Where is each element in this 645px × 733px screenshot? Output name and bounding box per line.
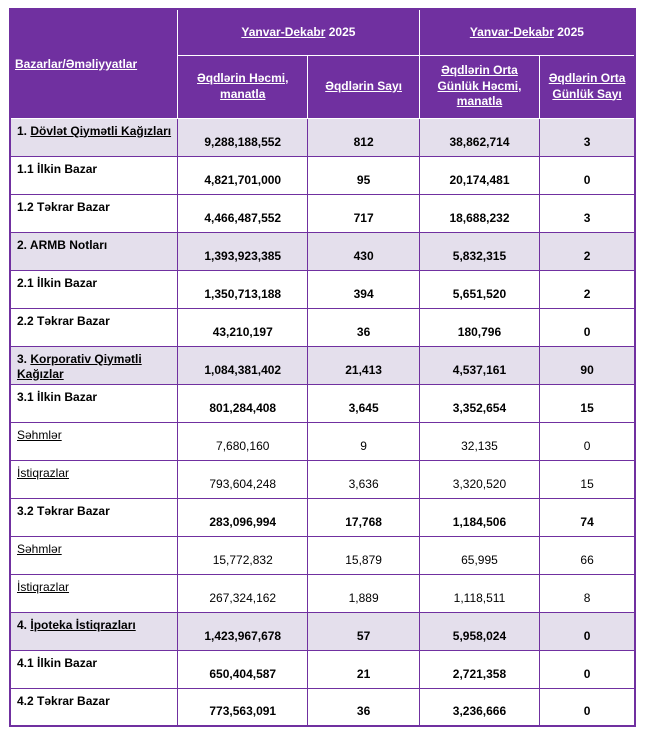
cell-value: 1,423,967,678	[178, 612, 308, 650]
row-label	[10, 422, 178, 460]
row-number: 1.	[17, 123, 28, 138]
corner-header	[10, 9, 178, 118]
cell-value: 0	[540, 422, 635, 460]
row-label	[10, 346, 178, 384]
cell-value: 90	[540, 346, 635, 384]
table-header	[10, 9, 635, 118]
row-label	[10, 650, 178, 688]
cell-value: 15,879	[308, 536, 419, 574]
row-label	[10, 308, 178, 346]
cell-value: 0	[540, 612, 635, 650]
col-header-avg-daily-count	[540, 55, 635, 118]
row-label	[10, 270, 178, 308]
cell-value: 20,174,481	[419, 156, 539, 194]
cell-value: 15	[540, 460, 635, 498]
cell-value: 812	[308, 118, 419, 156]
row-label	[10, 232, 178, 270]
header-group-row	[10, 9, 635, 55]
row-number: 1.2	[17, 199, 34, 214]
row-name: İstiqrazlar	[17, 579, 70, 594]
cell-value: 9,288,188,552	[178, 118, 308, 156]
cell-value: 32,135	[419, 422, 539, 460]
cell-value: 4,466,487,552	[178, 194, 308, 232]
corner-header-label: Bazarlar/Əməliyyatlar	[15, 56, 138, 71]
cell-value: 2,721,358	[419, 650, 539, 688]
cell-value: 65,995	[419, 536, 539, 574]
row-label	[10, 384, 178, 422]
table-row	[10, 460, 635, 498]
col-header-deal-volume	[178, 55, 308, 118]
row-name: Təkrar Bazar	[37, 199, 110, 214]
table-row	[10, 156, 635, 194]
cell-value: 15,772,832	[178, 536, 308, 574]
table-row	[10, 270, 635, 308]
row-number: 4.	[17, 617, 28, 632]
cell-value: 18,688,232	[419, 194, 539, 232]
cell-value: 43,210,197	[178, 308, 308, 346]
cell-value: 180,796	[419, 308, 539, 346]
table-row	[10, 384, 635, 422]
cell-value: 0	[540, 650, 635, 688]
cell-value: 57	[308, 612, 419, 650]
cell-value: 801,284,408	[178, 384, 308, 422]
row-name: İpoteka İstiqrazları	[30, 617, 136, 632]
row-number: 4.2	[17, 693, 34, 708]
table-row	[10, 574, 635, 612]
cell-value: 793,604,248	[178, 460, 308, 498]
row-number: 4.1	[17, 655, 34, 670]
row-name: İlkin Bazar	[37, 389, 98, 404]
table-row	[10, 422, 635, 460]
cell-value: 5,832,315	[419, 232, 539, 270]
row-label	[10, 118, 178, 156]
cell-value: 4,537,161	[419, 346, 539, 384]
row-label	[10, 612, 178, 650]
cell-value: 394	[308, 270, 419, 308]
cell-value: 38,862,714	[419, 118, 539, 156]
row-number: 2.2	[17, 313, 34, 328]
cell-value: 650,404,587	[178, 650, 308, 688]
cell-value: 717	[308, 194, 419, 232]
row-name: ARMB Notları	[29, 237, 108, 252]
cell-value: 3	[540, 118, 635, 156]
cell-value: 66	[540, 536, 635, 574]
row-name: Səhmlər	[17, 541, 62, 556]
cell-value: 17,768	[308, 498, 419, 536]
column-group-period-1	[178, 9, 420, 55]
cell-value: 773,563,091	[178, 688, 308, 726]
period-label: Yanvar-Dekabr	[241, 25, 326, 40]
cell-value: 1,350,713,188	[178, 270, 308, 308]
period-year: 2025	[328, 25, 356, 40]
cell-value: 430	[308, 232, 419, 270]
col-header-avg-daily-volume	[419, 55, 539, 118]
cell-value: 0	[540, 156, 635, 194]
table-row	[10, 308, 635, 346]
cell-value: 9	[308, 422, 419, 460]
row-name: İlkin Bazar	[37, 275, 98, 290]
cell-value: 267,324,162	[178, 574, 308, 612]
table-row	[10, 346, 635, 384]
cell-value: 5,958,024	[419, 612, 539, 650]
cell-value: 2	[540, 270, 635, 308]
period-year: 2025	[557, 25, 584, 40]
cell-value: 1,118,511	[419, 574, 539, 612]
cell-value: 3	[540, 194, 635, 232]
cell-value: 95	[308, 156, 419, 194]
cell-value: 15	[540, 384, 635, 422]
row-number: 2.	[17, 237, 28, 252]
row-name: Səhmlər	[17, 427, 62, 442]
cell-value: 8	[540, 574, 635, 612]
row-number: 2.1	[17, 275, 34, 290]
cell-value: 36	[308, 308, 419, 346]
cell-value: 283,096,994	[178, 498, 308, 536]
cell-value: 21	[308, 650, 419, 688]
col-header-label: Əqdlərin Orta Günlük Sayı	[548, 70, 626, 101]
row-name: Təkrar Bazar	[37, 693, 110, 708]
table-row	[10, 118, 635, 156]
cell-value: 3,320,520	[419, 460, 539, 498]
period-label: Yanvar-Dekabr	[469, 25, 554, 40]
table-row	[10, 498, 635, 536]
col-header-deal-count	[308, 55, 419, 118]
row-name: İstiqrazlar	[17, 465, 70, 480]
table-row	[10, 194, 635, 232]
table-row	[10, 536, 635, 574]
row-name: İlkin Bazar	[37, 161, 98, 176]
cell-value: 1,889	[308, 574, 419, 612]
cell-value: 5,651,520	[419, 270, 539, 308]
cell-value: 2	[540, 232, 635, 270]
row-label	[10, 194, 178, 232]
cell-value: 21,413	[308, 346, 419, 384]
cell-value: 4,821,701,000	[178, 156, 308, 194]
table-body	[10, 118, 635, 726]
row-name: Təkrar Bazar	[37, 313, 110, 328]
cell-value: 74	[540, 498, 635, 536]
col-header-label: Əqdlərin Sayı	[325, 78, 402, 93]
row-name: İlkin Bazar	[37, 655, 98, 670]
cell-value: 0	[540, 688, 635, 726]
row-number: 1.1	[17, 161, 34, 176]
row-label	[10, 688, 178, 726]
col-header-label: Əqdlərin Orta Günlük Həcmi, manatla	[437, 63, 522, 109]
row-label	[10, 460, 178, 498]
table-row	[10, 650, 635, 688]
row-name: Təkrar Bazar	[37, 503, 110, 518]
row-number: 3.1	[17, 389, 34, 404]
row-name: Korporativ Qiymətli Kağızlar	[17, 351, 142, 381]
row-label	[10, 498, 178, 536]
table-row	[10, 612, 635, 650]
row-label	[10, 574, 178, 612]
table-row	[10, 688, 635, 726]
cell-value: 7,680,160	[178, 422, 308, 460]
cell-value: 1,393,923,385	[178, 232, 308, 270]
row-number: 3.2	[17, 503, 34, 518]
col-header-label: Əqdlərin Həcmi, manatla	[197, 70, 289, 101]
cell-value: 1,184,506	[419, 498, 539, 536]
column-group-period-2	[419, 9, 635, 55]
row-label	[10, 536, 178, 574]
cell-value: 0	[540, 308, 635, 346]
cell-value: 3,352,654	[419, 384, 539, 422]
table-row	[10, 232, 635, 270]
cell-value: 3,645	[308, 384, 419, 422]
cell-value: 3,236,666	[419, 688, 539, 726]
row-number: 3.	[17, 351, 28, 366]
cell-value: 1,084,381,402	[178, 346, 308, 384]
row-name: Dövlət Qiymətli Kağızları	[30, 123, 172, 138]
cell-value: 36	[308, 688, 419, 726]
cell-value: 3,636	[308, 460, 419, 498]
securities-market-table	[9, 8, 636, 727]
row-label	[10, 156, 178, 194]
